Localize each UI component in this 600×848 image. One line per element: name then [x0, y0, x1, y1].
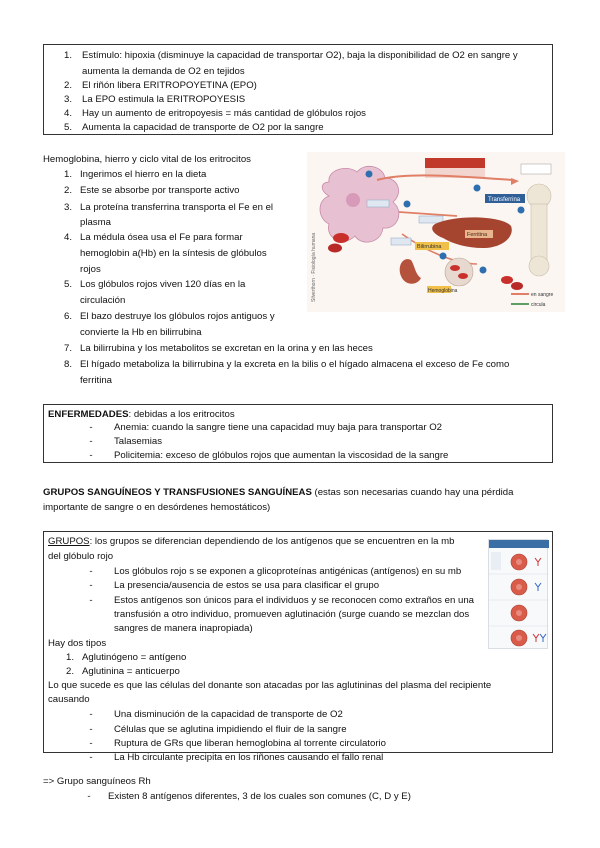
blood-group-illustration — [489, 540, 549, 650]
enfermedades-box — [43, 404, 553, 463]
red-blood-cell — [328, 244, 342, 253]
legend-label: circula — [531, 302, 546, 308]
grupos-title — [48, 534, 454, 550]
red-blood-cell — [501, 276, 513, 284]
list-number: 5. — [63, 122, 72, 133]
grupos-title-rest: : los grupos se diferencian dependiendo de los antígenos que se encuentren en la mb — [89, 536, 455, 547]
list-number: 4. — [63, 108, 72, 119]
grupos-heading-rest: (estas son necesarias cuando hay una pérdida — [311, 487, 514, 498]
dash-bullet: - — [89, 436, 93, 447]
list-item-text: El bazo destruye los glóbulos rojos antiguos y — [80, 311, 275, 322]
list-item-text: La médula ósea usa el Fe para formar — [80, 232, 243, 243]
list-item-text: Aglutinina = anticuerpo — [82, 666, 180, 677]
grupos-title-underlined: GRUPOS — [48, 536, 90, 547]
dash-bullet: - — [89, 566, 93, 577]
list-number: 7. — [63, 343, 72, 354]
list-number: 1. — [63, 50, 72, 61]
grupos-heading — [43, 485, 513, 501]
figure-header-bar — [489, 540, 549, 548]
dash-bullet: - — [89, 580, 93, 591]
label-box — [419, 216, 443, 223]
cell-center — [516, 610, 522, 616]
bone-end — [529, 256, 549, 276]
dash-bullet: - — [87, 791, 91, 802]
red-blood-cell — [458, 273, 468, 279]
list-number: 8. — [63, 359, 72, 370]
tipos-heading: Hay dos tipos — [48, 638, 107, 649]
step-marker — [366, 171, 373, 178]
grupos-heading-bold: GRUPOS SANGUÍNEOS Y TRANSFUSIONES SANGUÍNEAS — [43, 487, 312, 498]
enfermedades-title-bold: ENFERMEDADES — [48, 409, 129, 420]
list-number: 4. — [63, 232, 72, 243]
step-marker — [440, 253, 447, 260]
list-item-text: sangres de manera inapropiada) — [114, 623, 253, 634]
section-heading: Hemoglobina, hierro y ciclo vital de los eritrocitos — [43, 154, 251, 165]
list-item-text: El hígado metaboliza la bilirrubina y la excreta en la bilis o el hígado almacena el exceso de Fe como — [80, 359, 510, 370]
list-item-text: Los glóbulos rojo s se exponen a glicoproteínas antigénicas (antígenos) en su mb — [114, 566, 462, 577]
label-box — [367, 200, 389, 207]
list-item-text: Una disminución de la capacidad de transporte de O2 — [114, 709, 343, 720]
red-blood-cell — [333, 233, 349, 243]
hemoglobina-label: Hemoglobina — [428, 288, 458, 294]
list-item-text: plasma — [80, 217, 111, 228]
list-item-text: convierte la Hb en bilirrubina — [80, 327, 202, 338]
list-item-text: circulación — [80, 295, 126, 306]
label-box — [391, 238, 411, 245]
cell-center — [516, 559, 522, 565]
legend-label: en sangre — [531, 292, 554, 298]
dash-bullet: - — [89, 709, 93, 720]
list-number: 6. — [63, 311, 72, 322]
sucede-text: Lo que sucede es que las células del donante son atacadas por las aglutininas del plasma del recipiente — [48, 680, 492, 691]
list-number: 1. — [63, 169, 72, 180]
bilirrubina-label: Bilirrubina — [417, 244, 442, 250]
antibody-icon — [535, 583, 541, 591]
list-item-text: La Hb circulante precipita en los riñones causando el fallo renal — [114, 752, 384, 763]
list-item-text: Células que se aglutina impidiendo el fluir de la sangre — [114, 724, 347, 735]
arrow-path — [399, 212, 457, 216]
list-number: 1. — [65, 652, 74, 663]
list-item-text: Ingerimos el hierro en la dieta — [80, 169, 207, 180]
list-item-text: Aglutinógeno = antígeno — [82, 652, 187, 663]
list-item-text: hemoglobin a(Hb) en la síntesis de glóbulos — [80, 248, 267, 259]
step-marker — [404, 201, 411, 208]
rh-heading: => Grupo sanguíneos Rh — [43, 776, 151, 787]
list-item-text: El riñón libera ERITROPOYETINA (EPO) — [82, 80, 257, 91]
list-item-text: Este se absorbe por transporte activo — [80, 185, 240, 196]
list-item-text: Estímulo: hipoxia (disminuye la capacidad de transportar O2), baja la disponibilidad de O2 en sangre y — [82, 50, 518, 61]
list-item-text: Aumenta la capacidad de transporte de O2 por la sangre — [82, 122, 324, 133]
step-marker — [518, 207, 525, 214]
list-item-text: Anemia: cuando la sangre tiene una capacidad muy baja para transportar O2 — [114, 422, 442, 433]
list-number: 3. — [63, 202, 72, 213]
list-item-text: Talasemias — [114, 436, 162, 447]
sucede-text: causando — [48, 694, 90, 705]
list-number: 3. — [63, 94, 72, 105]
antibody-icon — [535, 558, 541, 566]
list-item-text: ferritina — [80, 375, 112, 386]
cell-center — [516, 584, 522, 590]
step-marker — [480, 267, 487, 274]
red-blood-cell — [450, 265, 460, 271]
list-number: 2. — [63, 80, 72, 91]
dash-bullet: - — [89, 422, 93, 433]
red-blood-cell — [511, 282, 523, 290]
grupos-heading-line2: importante de sangre o en desórdenes hemostáticos) — [43, 502, 271, 513]
iron-cycle-figure — [307, 152, 565, 312]
list-item-text: Existen 8 antígenos diferentes, 3 de los cuales son comunes (C, D y E) — [108, 791, 411, 802]
step-marker — [474, 185, 481, 192]
list-item-text: La proteína transferrina transporta el Fe en el — [80, 202, 274, 213]
dash-bullet: - — [89, 738, 93, 749]
list-number: 2. — [63, 185, 72, 196]
list-item-text: aumenta la demanda de O2 en tejidos — [82, 66, 245, 77]
antibody-icon — [540, 634, 546, 642]
list-item-text: Policitemia: exceso de glóbulos rojos que aumentan la viscosidad de la sangre — [114, 450, 449, 461]
list-number: 5. — [63, 279, 72, 290]
list-number: 2. — [65, 666, 74, 677]
spleen — [445, 258, 473, 286]
arrow-head — [511, 178, 519, 185]
dash-bullet: - — [89, 752, 93, 763]
kidney — [400, 259, 421, 284]
list-item-text: transfusión a otro individuo, promueven aglutinación (surge cuando se mezclan dos — [114, 609, 470, 620]
blood-group-figure — [488, 539, 548, 649]
row-label — [491, 552, 501, 570]
figure-header-box — [425, 158, 485, 168]
grupos-box — [43, 531, 553, 763]
marrow-label-box — [521, 164, 551, 174]
grupos-title-line2: del glóbulo rojo — [48, 551, 114, 562]
antibody-icon — [533, 634, 539, 642]
dash-bullet: - — [89, 724, 93, 735]
list-item-text: Los glóbulos rojos viven 120 días en la — [80, 279, 246, 290]
list-item-text: La EPO estimula la ERITROPOYESIS — [82, 94, 246, 105]
list-item-text: rojos — [80, 264, 101, 275]
list-item-text: La bilirrubina y los metabolitos se excretan en la orina y en las heces — [80, 343, 373, 354]
transferrina-label: Transferrina — [488, 197, 521, 203]
erythropoiesis-box — [43, 44, 553, 135]
ferritina-label: Ferritina — [467, 232, 488, 238]
figure-credit: Silverthorn · Fisiología humana — [311, 232, 317, 302]
bone-shaft — [531, 204, 547, 262]
list-item-text: La presencia/ausencia de estos se usa para clasificar el grupo — [114, 580, 380, 591]
dash-bullet: - — [89, 595, 93, 606]
dash-bullet: - — [89, 450, 93, 461]
enfermedades-title-rest: : debidas a los eritrocitos — [128, 409, 235, 420]
cell-center — [516, 635, 522, 641]
iron-cycle-illustration — [307, 152, 565, 312]
list-item-text: Estos antígenos son únicos para el individuos y se reconocen como extraños en una — [114, 595, 474, 606]
list-item-text: Ruptura de GRs que liberan hemoglobina al torrente circulatorio — [114, 738, 386, 749]
list-item-text: Hay un aumento de eritropoyesis = más cantidad de glóbulos rojos — [82, 108, 366, 119]
cell-nucleus — [346, 193, 360, 207]
